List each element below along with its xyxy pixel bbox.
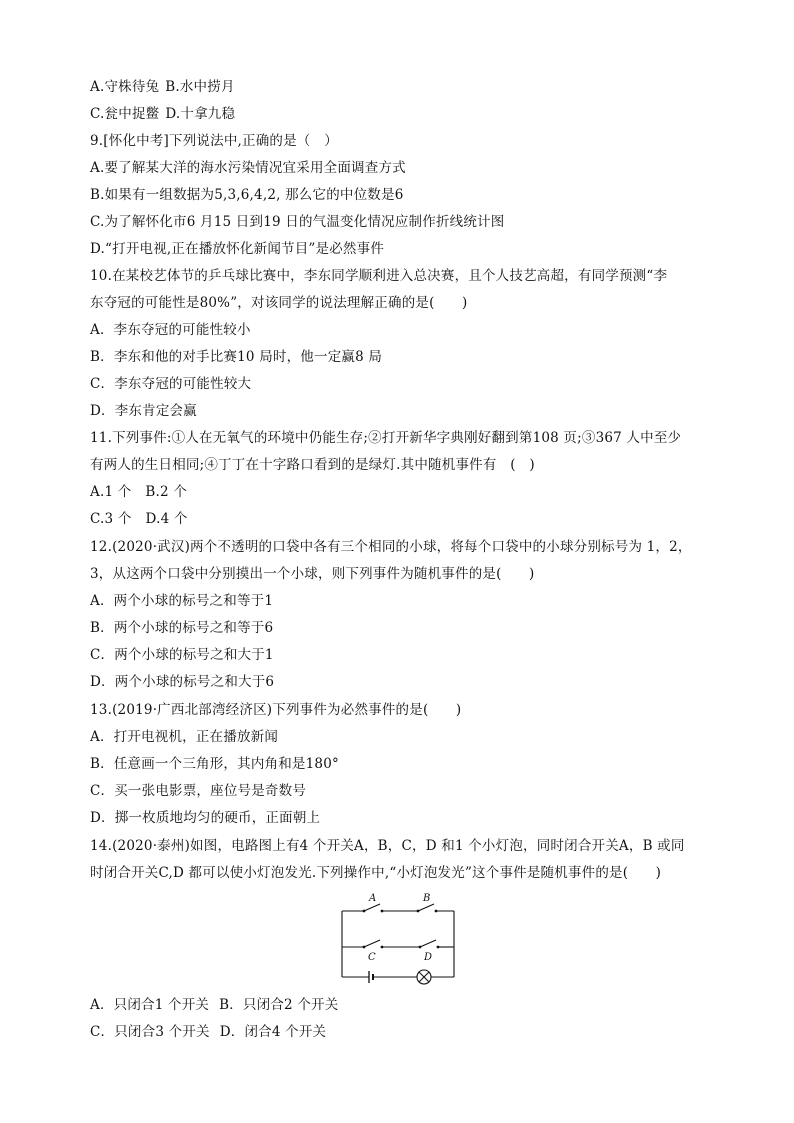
q14-stem-line-2: 时闭合开关C,D 都可以使小灯泡发光.下列操作中,“小灯泡发光”这个事件是随机事件的是( ) xyxy=(90,865,662,881)
q12-option-b: B．两个小球的标号之和等于6 xyxy=(90,620,274,636)
q11-options-row-2 xyxy=(90,510,188,528)
q14-option-b: B．只闭合2 个开关 xyxy=(219,997,339,1013)
switch-c-pivot xyxy=(363,946,366,949)
q10-option-c: C．李东夺冠的可能性较大 xyxy=(90,376,252,392)
q10-option-a: A．李东夺冠的可能性较小 xyxy=(90,322,251,338)
switch-a-contact xyxy=(381,910,384,913)
switch-d-label: D xyxy=(424,952,433,963)
q9-option-d: D.“打开电视,正在播放怀化新闻节目”是必然事件 xyxy=(90,241,385,257)
q8-options-row-2 xyxy=(90,105,235,123)
switch-c-blade xyxy=(364,940,380,947)
q14-options-row-1 xyxy=(90,996,338,1014)
q9-option-b: B.如果有一组数据为5,3,6,4,2, 那么它的中位数是6 xyxy=(90,187,404,203)
switch-c-label: C xyxy=(368,952,376,963)
q11-option-d: D.4 个 xyxy=(145,511,188,527)
q13-option-a: A．打开电视机，正在播放新闻 xyxy=(90,729,279,745)
q9-stem: 9.[怀化中考]下列说法中,正确的是（ ） xyxy=(90,133,338,149)
switch-c-contact xyxy=(381,946,384,949)
q10-stem-line-2: 东夺冠的可能性是80%”，对该同学的说法理解正确的是( ) xyxy=(90,295,468,311)
q14-stem-line-1: 14.(2020·泰州)如图，电路图上有4 个开关A，B，C，D 和1 个小灯泡，同时闭合开关A，B 或同 xyxy=(90,838,685,854)
switch-a-blade xyxy=(364,904,380,911)
q12-option-d: D．两个小球的标号之和大于6 xyxy=(90,674,275,690)
q12-option-c: C．两个小球的标号之和大于1 xyxy=(90,647,274,663)
circuit-diagram xyxy=(338,893,458,987)
switch-a-label: A xyxy=(369,893,377,904)
q14-option-a: A．只闭合1 个开关 xyxy=(90,997,210,1013)
q11-stem-line-2: 有两人的生日相同;④丁丁在十字路口看到的是绿灯.其中随机事件有 ( ) xyxy=(90,457,535,473)
q8-option-a: A.守株待兔 xyxy=(90,79,160,95)
q11-option-c: C.3 个 xyxy=(90,511,132,527)
q11-option-a: A.1 个 xyxy=(90,484,132,500)
q14-option-c: C．只闭合3 个开关 xyxy=(90,1024,210,1040)
q11-option-b: B.2 个 xyxy=(145,484,188,500)
q14-option-d: D．闭合4 个开关 xyxy=(219,1024,327,1040)
q13-option-b: B．任意画一个三角形，其内角和是180° xyxy=(90,756,339,772)
q12-stem-line-1: 12.(2020·武汉)两个不透明的口袋中各有三个相同的小球，将每个口袋中的小球分别标号为 1，2， xyxy=(90,539,692,555)
q8-option-d: D.十拿九稳 xyxy=(165,106,236,122)
q12-option-a: A．两个小球的标号之和等于1 xyxy=(90,593,274,609)
switch-b-label: B xyxy=(423,893,431,904)
q8-options-row-1 xyxy=(90,78,235,96)
q13-option-d: D．掷一枚质地均匀的硬币，正面朝上 xyxy=(90,810,321,826)
q8-option-b: B.水中捞月 xyxy=(165,79,235,95)
q8-option-c: C.瓮中捉鳖 xyxy=(90,106,160,122)
q14-options-row-2 xyxy=(90,1023,326,1041)
switch-d-contact xyxy=(437,946,440,949)
switch-d-pivot xyxy=(419,946,422,949)
q13-option-c: C．买一张电影票，座位号是奇数号 xyxy=(90,783,307,799)
switch-b-pivot xyxy=(417,910,420,913)
q13-stem: 13.(2019·广西北部湾经济区)下列事件为必然事件的是( ) xyxy=(90,702,462,718)
q10-option-b: B．李东和他的对手比赛10 局时，他一定赢8 局 xyxy=(90,349,383,365)
switch-a-pivot xyxy=(363,910,366,913)
q11-options-row-1 xyxy=(90,483,187,501)
switch-b-blade xyxy=(418,904,434,911)
q9-option-a: A.要了解某大洋的海水污染情况宜采用全面调查方式 xyxy=(90,160,406,176)
switch-b-contact xyxy=(435,910,438,913)
switch-d-blade xyxy=(420,940,436,947)
q12-stem-line-2: 3，从这两个口袋中分别摸出一个小球，则下列事件为随机事件的是( ) xyxy=(90,566,535,582)
q10-option-d: D．李东肯定会赢 xyxy=(90,403,197,419)
q9-option-c: C.为了解怀化市6 月15 日到19 日的气温变化情况应制作折线统计图 xyxy=(90,214,505,230)
q11-stem-line-1: 11.下列事件:①人在无氧气的环境中仍能生存;②打开新华字典刚好翻到第108 页;③367 人中至少 xyxy=(90,430,682,446)
q10-stem-line-1: 10.在某校艺体节的乒乓球比赛中，李东同学顺利进入总决赛，且个人技艺高超，有同学预测“李 xyxy=(90,268,668,284)
